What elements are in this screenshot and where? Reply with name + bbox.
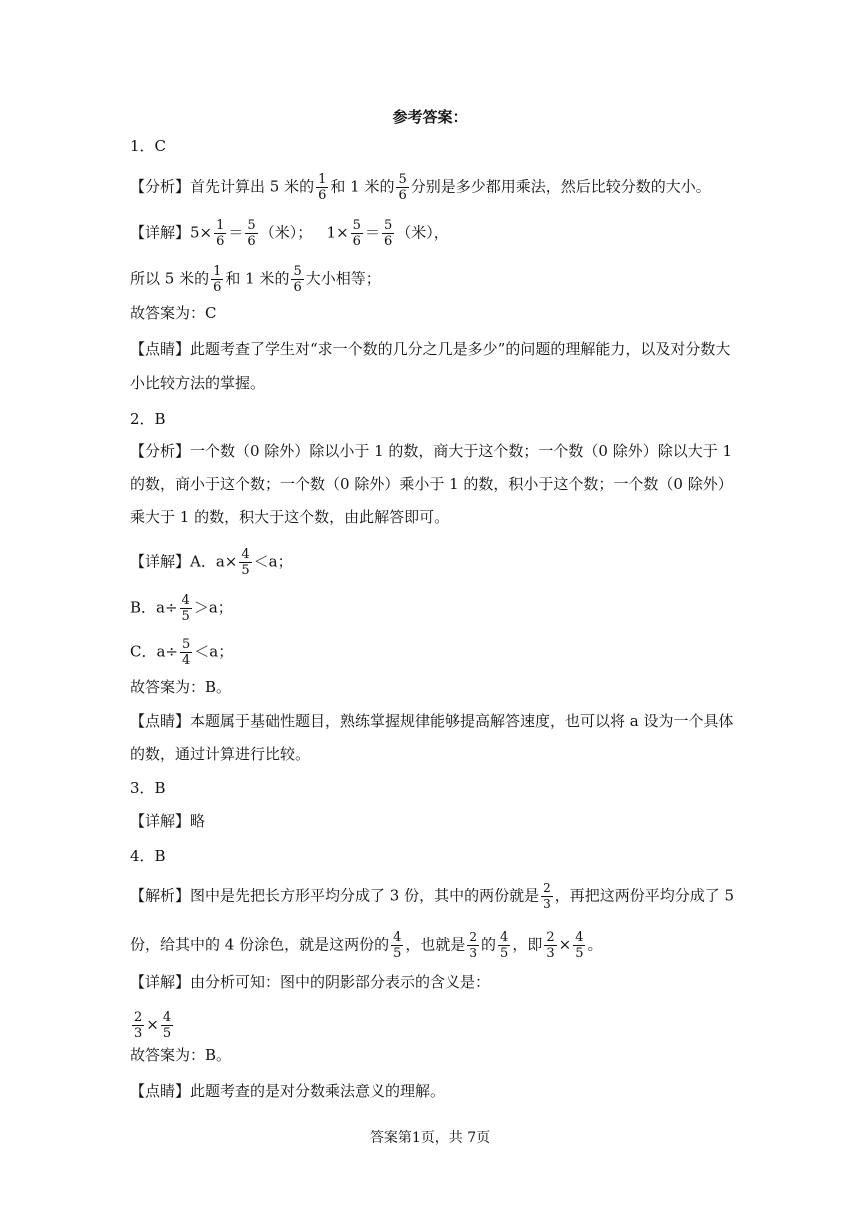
page-footer: 答案第1页，共 7页 [369,1130,491,1146]
q1-comment-line2: 小比较方法的掌握。 [130,374,266,392]
numerator: 5 [247,218,256,233]
denominator: 6 [216,234,225,249]
text-segment: ＜a； [253,552,293,571]
numerator: 5 [352,218,361,233]
denominator: 3 [543,897,551,911]
denominator: 5 [241,563,250,578]
q4-number: 4．B [130,847,166,865]
text-segment: × [558,935,572,954]
q4-expression [130,1010,175,1041]
numerator: 5 [383,218,393,233]
q2-comment-line1: 【点睛】本题属于基础性题目，熟练掌握规律能够提高解答速度，也可以将 a 设为一个具体 [130,712,734,730]
q1-detail [130,218,449,249]
q2-detail-c [130,637,233,668]
numerator: 5 [182,637,191,652]
numerator: 5 [398,172,407,187]
numerator: 4 [393,930,402,945]
denominator: 5 [500,946,509,961]
text-segment: ，即 [512,935,543,954]
text-segment: ，再把这两份平均分成了 5 [554,886,735,905]
denominator: 4 [182,653,191,668]
q4-answer: 故答案为：B。 [130,1046,232,1064]
text-segment: C．a÷ [130,642,178,661]
numerator: 2 [134,1010,143,1025]
fraction-4-5 [498,930,510,961]
numerator: 4 [241,547,250,562]
numerator: 5 [293,264,302,279]
numerator: 4 [500,930,509,945]
text-segment: B．a÷ [130,598,178,617]
fraction-2-3 [132,1010,144,1041]
fraction-1-6 [316,172,328,203]
text-segment: 大小相等； [305,269,381,288]
fraction-2-3 [541,881,553,912]
text-segment: ，也就是 [405,935,466,954]
fraction-4-5 [573,930,585,961]
denominator: 6 [247,234,256,249]
denominator: 3 [134,1026,143,1041]
denominator: 6 [213,280,222,295]
q2-detail-a [130,547,293,578]
q2-comment-line2: 的数，通过计算进行比较。 [130,745,311,763]
denominator: 6 [383,234,393,249]
text-segment: （米）， [396,223,449,242]
q1-conclusion [130,264,381,295]
text-segment: 和 1 米的 [330,177,395,196]
q1-analysis [130,172,711,203]
fraction-5-4 [180,637,192,668]
fraction-5-6 [291,264,303,295]
denominator: 5 [393,946,402,961]
text-segment: 的 [481,935,497,954]
fraction-5-6 [396,172,408,203]
numerator: 4 [575,930,584,945]
fraction-4-5 [180,593,192,624]
denominator: 3 [546,946,555,961]
q1-comment-line1: 【点睛】此题考查了学生对“求一个数的几分之几是多少”的问题的理解能力，以及对分数大 [130,340,731,358]
text-segment: ＜a； [194,642,234,661]
text-segment: 【详解】A．a× [130,552,238,571]
numerator: 4 [162,1010,172,1025]
denominator: 5 [181,609,190,624]
numerator: 1 [216,218,225,233]
q3-detail: 【详解】略 [130,812,206,830]
fraction-5-6 [351,218,363,249]
q4-parse-line2 [130,930,603,961]
fraction-1-6 [214,218,226,249]
fraction-5-6 [245,218,257,249]
numerator: 1 [213,264,222,279]
fraction-1-6 [211,264,223,295]
denominator: 6 [318,188,327,203]
denominator: 6 [352,234,361,249]
q3-number: 3．B [130,779,166,797]
text-segment: ＝ [228,223,244,242]
q1-number: 1．C [130,137,167,155]
q2-analysis-line2: 的数，商小于这个数；一个数（0 除外）乘小于 1 的数，积小于这个数；一个数（0 除外） [130,475,733,493]
q2-analysis-line1: 【分析】一个数（0 除外）除以小于 1 的数，商大于这个数；一个数（0 除外）除以大于 1 [130,442,733,460]
denominator: 6 [293,280,302,295]
denominator: 5 [162,1026,172,1041]
fraction-4-5 [239,547,251,578]
text-segment: （米）； [259,223,313,242]
q2-number: 2．B [130,410,166,428]
text-segment: ＝ [364,223,380,242]
fraction-2-3 [467,930,479,961]
numerator: 2 [543,881,551,895]
numerator: 2 [469,930,478,944]
page-title: 参考答案： [392,108,468,126]
q1-answer: 故答案为：C [130,304,217,322]
q2-answer: 故答案为：B。 [130,678,232,696]
text-segment: 所以 5 米的 [130,269,210,288]
fraction-2-3 [544,930,556,961]
fraction-5-6 [382,218,394,249]
denominator: 3 [469,946,478,960]
text-segment: 1× [326,223,349,242]
text-segment: 【详解】5× [130,223,213,242]
numerator: 1 [318,172,327,187]
text-segment: 份，给其中的 4 份涂色，就是这两份的 [130,935,390,954]
text-segment: 。 [587,935,603,954]
text-segment: 分别是多少都用乘法，然后比较分数的大小。 [410,177,711,196]
q2-detail-b [130,593,233,624]
q4-comment: 【点睛】此题考查的是对分数乘法意义的理解。 [130,1082,446,1100]
numerator: 4 [181,593,190,608]
q4-detail: 【详解】由分析可知：图中的阴影部分表示的含义是： [130,973,491,991]
q2-analysis-line3: 乘大于 1 的数，积大于这个数，由此解答即可。 [130,508,450,526]
fraction-4-5 [391,930,403,961]
q4-parse-line1 [130,881,734,912]
text-segment: 【分析】首先计算出 5 米的 [130,177,315,196]
text-segment: 【解析】图中是先把长方形平均分成了 3 份，其中的两份就是 [130,886,540,905]
denominator: 6 [398,188,407,203]
text-segment: × [146,1015,159,1034]
text-segment: 和 1 米的 [225,269,290,288]
denominator: 5 [575,946,584,961]
text-segment: ＞a； [193,598,233,617]
numerator: 2 [546,930,555,945]
fraction-4-5 [161,1010,173,1041]
